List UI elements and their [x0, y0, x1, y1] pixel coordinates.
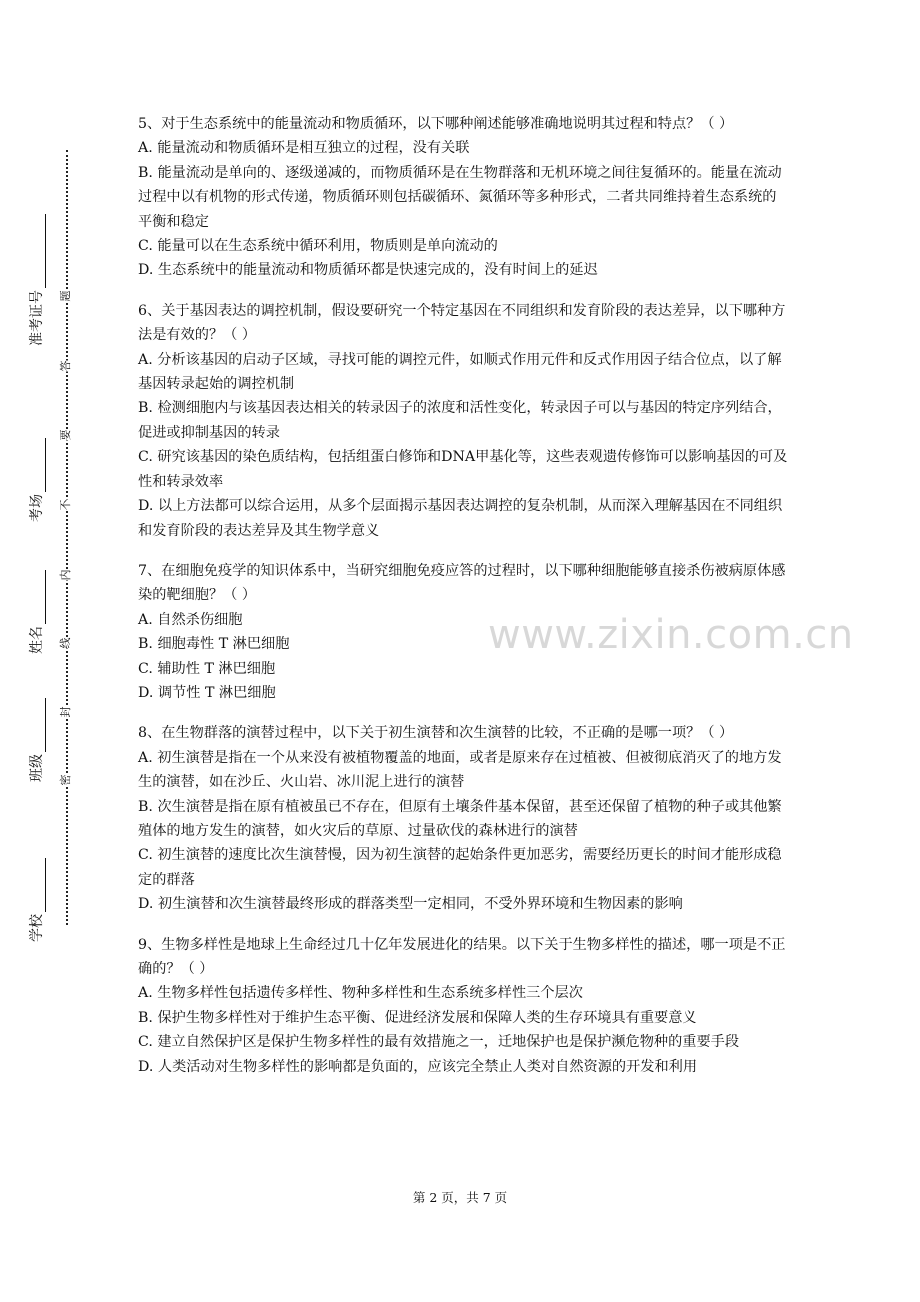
name-field[interactable] — [26, 570, 46, 654]
option-d: D. 调节性 T 淋巴细胞 — [138, 684, 276, 701]
question-9 — [138, 933, 788, 1079]
option-c: C. 研究该基因的染色质结构，包括组蛋白修饰和DNA甲基化等，这些表观遗传修饰可以影响基因的可及性和转录效率 — [138, 449, 788, 490]
option-d: D. 初生演替和次生演替最终形成的群落类型一定相同，不受外界环境和生物因素的影响 — [138, 896, 683, 913]
ticket-number-field[interactable] — [26, 214, 46, 346]
page-number: 第 2 页，共 7 页 — [412, 1190, 508, 1205]
option-a: A. 分析该基因的启动子区域，寻找可能的调控元件，如顺式作用元件和反式作用因子结合位点，以了解基因转录起始的调控机制 — [138, 351, 782, 393]
option-b: B. 细胞毒性 T 淋巴细胞 — [138, 636, 290, 653]
seal-char: 内 — [59, 569, 72, 581]
seal-char: 答 — [59, 360, 72, 372]
seal-char: 线 — [59, 637, 72, 649]
option-c: C. 初生演替的速度比次生演替慢，因为初生演替的起始条件更加恶劣，需要经历更长的时间才能形成稳定的群落 — [138, 847, 782, 888]
option-d: D. 以上方法都可以综合运用，从多个层面揭示基因表达调控的复杂机制，从而深入理解基因在不同组织和发育阶段的表达差异及其生物学意义 — [138, 498, 783, 539]
option-a: A. 能量流动和物质循环是相互独立的过程，没有关联 — [138, 140, 470, 157]
question-stem: 7、在细胞免疫学的知识体系中，当研究细胞免疫应答的过程时，以下哪种细胞能够直接杀伤被病原体感染的靶细胞？（ ） — [138, 562, 786, 604]
option-c: C. 建立自然保护区是保护生物多样性的最有效措施之一，迁地保护也是保护濒危物种的重要手段 — [138, 1034, 740, 1051]
exam-room-field[interactable] — [26, 438, 46, 522]
school-label: 学校 — [29, 914, 45, 942]
school-field[interactable] — [26, 858, 46, 942]
option-b: B. 次生演替是指在原有植被虽已不存在，但原有土壤条件基本保留，甚至还保留了植物的种子或其他繁殖体的地方发生的演替，如火灾后的草原、过量砍伐的森林进行的演替 — [138, 798, 782, 839]
question-stem: 9、生物多样性是地球上生命经过几十亿年发展进化的结果。以下关于生物多样性的描述，哪一项是不正确的？（ ） — [138, 936, 786, 977]
question-list — [138, 112, 788, 1095]
option-b: B. 保护生物多样性对于维护生态平衡、促进经济发展和保障人类的生存环境具有重要意义 — [138, 1009, 697, 1026]
option-a: A. 初生演替是指在一个从来没有被植物覆盖的地面，或者是原来存在过植被、但被彻底消灭了的地方发生的演替，如在沙丘、火山岩、冰川泥上进行的演替 — [138, 749, 782, 791]
seal-char: 密 — [59, 774, 72, 786]
seal-char: 不 — [59, 499, 72, 511]
class-field[interactable] — [26, 698, 46, 782]
question-8 — [138, 721, 788, 916]
exam-room-label: 考场 — [29, 494, 45, 522]
watermark: www.zixin.com.cn — [488, 612, 854, 658]
seal-char: 题 — [59, 290, 72, 302]
question-stem: 8、在生物群落的演替过程中，以下关于初生演替和次生演替的比较，不正确的是哪一项？（ ） — [138, 725, 734, 742]
question-6 — [138, 299, 788, 543]
seal-char: 封 — [59, 706, 72, 718]
class-label: 班级 — [29, 754, 45, 782]
option-d: D. 生态系统中的能量流动和物质循环都是快速完成的，没有时间上的延迟 — [138, 262, 598, 279]
option-b: B. 检测细胞内与该基因表达相关的转录因子的浓度和活性变化，转录因子可以与基因的特定序列结合，促进或抑制基因的转录 — [138, 400, 782, 441]
option-b: B. 能量流动是单向的、逐级递减的，而物质循环是在生物群落和无机环境之间往复循环的。能量在流动过程中以有机物的形式传递，物质循环则包括碳循环、氮循环等多种形式，二者共同维持着生态系统的平衡和稳定 — [138, 164, 782, 230]
name-label: 姓名 — [29, 626, 45, 654]
option-a: A. 生物多样性包括遗传多样性、物种多样性和生态系统多样性三个层次 — [138, 985, 583, 1002]
question-stem: 6、关于基因表达的调控机制，假设要研究一个特定基因在不同组织和发育阶段的表达差异，以下哪种方法是有效的？（ ） — [138, 302, 786, 344]
question-5 — [138, 112, 788, 283]
option-a: A. 自然杀伤细胞 — [138, 611, 243, 628]
seal-dotted-line — [66, 150, 68, 925]
ticket-number-label: 准考证号 — [29, 290, 45, 346]
question-7 — [138, 559, 788, 705]
seal-char: 要 — [59, 429, 72, 441]
question-stem: 5、对于生态系统中的能量流动和物质循环，以下哪种阐述能够准确地说明其过程和特点？（ ） — [138, 116, 734, 132]
option-d: D. 人类活动对生物多样性的影响都是负面的，应该完全禁止人类对自然资源的开发和利用 — [138, 1058, 698, 1075]
option-c: C. 辅助性 T 淋巴细胞 — [138, 660, 276, 677]
binding-margin — [0, 0, 60, 1302]
option-c: C. 能量可以在生态系统中循环利用，物质则是单向流动的 — [138, 238, 498, 255]
